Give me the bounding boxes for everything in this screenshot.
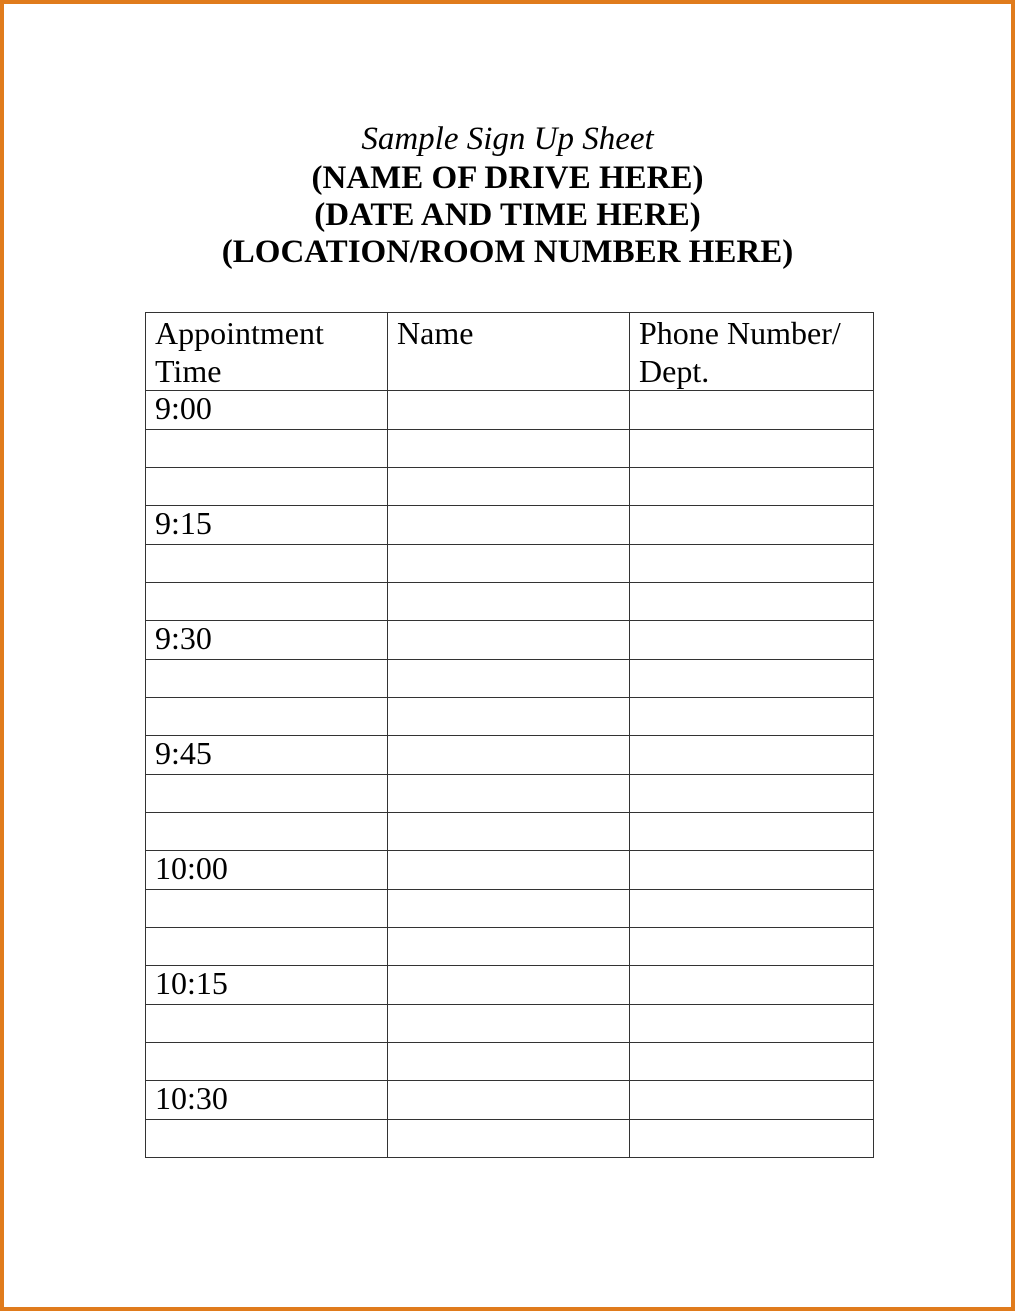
appointment-time-text: 10:00 — [155, 850, 228, 886]
phone-dept-cell[interactable] — [630, 775, 874, 813]
appointment-time-cell — [146, 430, 388, 468]
phone-dept-cell[interactable] — [630, 928, 874, 966]
appointment-time-cell — [146, 1043, 388, 1081]
name-cell[interactable] — [388, 928, 630, 966]
header-appointment-time: Appointment Time — [146, 313, 388, 391]
appointment-time-cell — [146, 1005, 388, 1043]
table-row — [146, 1120, 874, 1158]
table-row — [146, 660, 874, 698]
phone-dept-cell[interactable] — [630, 391, 874, 430]
table-row — [146, 775, 874, 813]
name-cell[interactable] — [388, 890, 630, 928]
name-cell[interactable] — [388, 430, 630, 468]
appointment-time-cell — [146, 583, 388, 621]
phone-dept-cell[interactable] — [630, 506, 874, 545]
name-cell[interactable] — [388, 1120, 630, 1158]
appointment-time-cell — [146, 660, 388, 698]
appointment-time-cell — [146, 928, 388, 966]
phone-dept-cell[interactable] — [630, 851, 874, 890]
appointment-time-cell — [146, 1081, 388, 1120]
table-header-row — [146, 313, 874, 391]
table-row — [146, 813, 874, 851]
phone-dept-cell[interactable] — [630, 468, 874, 506]
phone-dept-cell[interactable] — [630, 698, 874, 736]
table-body — [146, 391, 874, 1158]
appointment-time-text: 10:30 — [155, 1080, 228, 1116]
table-row — [146, 1043, 874, 1081]
table-row — [146, 928, 874, 966]
appointment-time-cell — [146, 1120, 388, 1158]
appointment-time-text: 10:15 — [155, 965, 228, 1001]
appointment-time-cell — [146, 736, 388, 775]
appointment-time-cell — [146, 775, 388, 813]
table-row — [146, 890, 874, 928]
phone-dept-cell[interactable] — [630, 1081, 874, 1120]
header-name: Name — [388, 313, 630, 391]
name-cell[interactable] — [388, 506, 630, 545]
name-cell[interactable] — [388, 621, 630, 660]
appointment-time-cell — [146, 621, 388, 660]
sheet-header — [0, 118, 1015, 271]
appointment-time-cell — [146, 506, 388, 545]
phone-dept-cell[interactable] — [630, 813, 874, 851]
name-cell[interactable] — [388, 660, 630, 698]
phone-dept-cell[interactable] — [630, 736, 874, 775]
appointment-time-cell — [146, 851, 388, 890]
table-row — [146, 621, 874, 660]
appointment-time-text: 9:00 — [155, 390, 212, 426]
table-row — [146, 736, 874, 775]
table-row — [146, 430, 874, 468]
table-row — [146, 698, 874, 736]
appointment-time-text: 9:30 — [155, 620, 212, 656]
phone-dept-cell[interactable] — [630, 890, 874, 928]
name-cell[interactable] — [388, 391, 630, 430]
table-row — [146, 1081, 874, 1120]
signup-table — [145, 312, 874, 1158]
phone-dept-cell[interactable] — [630, 1120, 874, 1158]
sheet-subtitle: Sample Sign Up Sheet — [361, 121, 654, 157]
phone-dept-cell[interactable] — [630, 660, 874, 698]
name-cell[interactable] — [388, 851, 630, 890]
table-row — [146, 391, 874, 430]
name-cell[interactable] — [388, 468, 630, 506]
name-cell[interactable] — [388, 736, 630, 775]
table-row — [146, 583, 874, 621]
appointment-time-cell — [146, 468, 388, 506]
location-placeholder: (LOCATION/ROOM NUMBER HERE) — [221, 234, 794, 270]
name-cell[interactable] — [388, 698, 630, 736]
phone-dept-cell[interactable] — [630, 545, 874, 583]
table-row — [146, 545, 874, 583]
table-row — [146, 966, 874, 1005]
name-cell[interactable] — [388, 813, 630, 851]
drive-name-placeholder: (NAME OF DRIVE HERE) — [311, 160, 704, 196]
appointment-time-cell — [146, 890, 388, 928]
name-cell[interactable] — [388, 1081, 630, 1120]
phone-dept-cell[interactable] — [630, 1005, 874, 1043]
appointment-time-text: 9:15 — [155, 505, 212, 541]
name-cell[interactable] — [388, 775, 630, 813]
phone-dept-cell[interactable] — [630, 621, 874, 660]
phone-dept-cell[interactable] — [630, 1043, 874, 1081]
table-row — [146, 506, 874, 545]
appointment-time-cell — [146, 545, 388, 583]
phone-dept-cell[interactable] — [630, 583, 874, 621]
header-phone-dept: Phone Number/ Dept. — [630, 313, 874, 391]
date-time-placeholder: (DATE AND TIME HERE) — [314, 197, 701, 233]
name-cell[interactable] — [388, 583, 630, 621]
phone-dept-cell[interactable] — [630, 966, 874, 1005]
table-row — [146, 851, 874, 890]
table-row — [146, 468, 874, 506]
name-cell[interactable] — [388, 545, 630, 583]
name-cell[interactable] — [388, 1005, 630, 1043]
appointment-time-text: 9:45 — [155, 735, 212, 771]
phone-dept-cell[interactable] — [630, 430, 874, 468]
appointment-time-cell — [146, 966, 388, 1005]
appointment-time-cell — [146, 813, 388, 851]
table-row — [146, 1005, 874, 1043]
name-cell[interactable] — [388, 1043, 630, 1081]
name-cell[interactable] — [388, 966, 630, 1005]
appointment-time-cell — [146, 698, 388, 736]
appointment-time-cell — [146, 391, 388, 430]
